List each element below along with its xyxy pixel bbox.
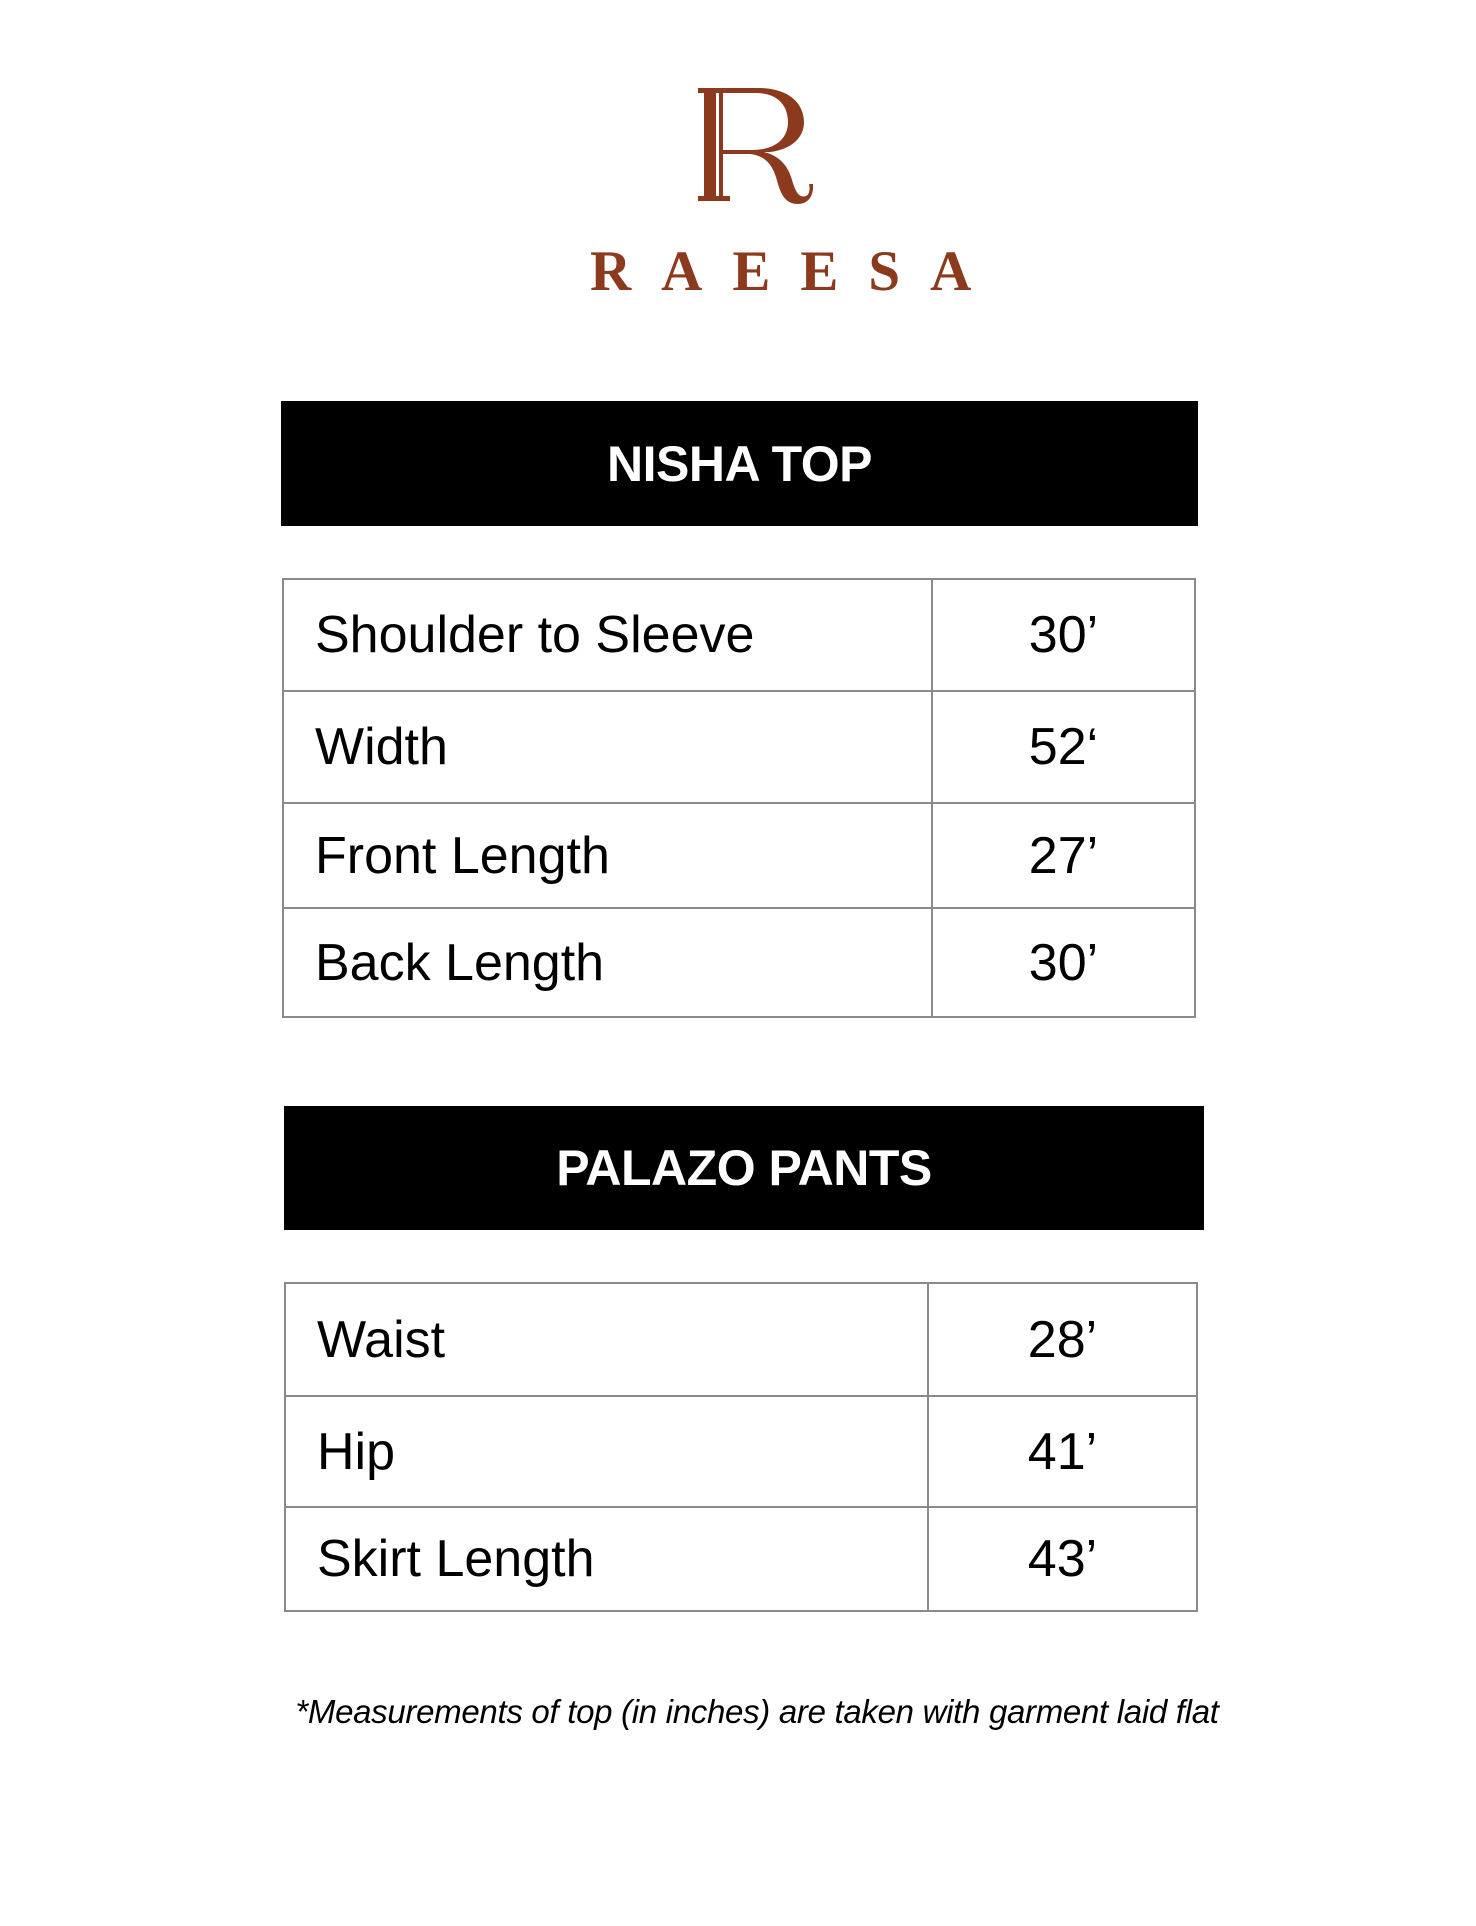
measurement-value: 41’	[928, 1396, 1197, 1507]
measurement-value: 30’	[932, 908, 1195, 1017]
table-row	[283, 579, 1195, 691]
table-row	[283, 908, 1195, 1017]
measurements-table-pants	[284, 1282, 1198, 1612]
measurement-footnote: *Measurements of top (in inches) are taken with garment laid flat	[295, 1693, 1219, 1730]
brand-name: RAEESA	[590, 240, 1002, 303]
measurement-label: Hip	[285, 1396, 928, 1507]
table-row	[283, 803, 1195, 908]
measurement-value: 27’	[932, 803, 1195, 908]
measurement-value: 43’	[928, 1507, 1197, 1611]
measurements-table-top	[282, 578, 1196, 1018]
section-header-palazo-pants	[284, 1106, 1204, 1230]
section-title: PALAZO PANTS	[556, 1140, 932, 1196]
measurement-value: 30’	[932, 579, 1195, 691]
measurement-label: Skirt Length	[285, 1507, 928, 1611]
measurement-label: Shoulder to Sleeve	[283, 579, 932, 691]
brand-monogram-r-icon	[692, 84, 816, 206]
measurement-value: 28’	[928, 1283, 1197, 1396]
measurement-label: Waist	[285, 1283, 928, 1396]
table-row	[285, 1283, 1197, 1396]
table-row	[285, 1507, 1197, 1611]
table-row	[285, 1396, 1197, 1507]
measurement-label: Front Length	[283, 803, 932, 908]
section-title: NISHA TOP	[607, 435, 872, 492]
table-row	[283, 691, 1195, 803]
measurement-label: Back Length	[283, 908, 932, 1017]
measurement-label: Width	[283, 691, 932, 803]
measurement-value: 52‘	[932, 691, 1195, 803]
section-header-nisha-top	[281, 401, 1198, 526]
